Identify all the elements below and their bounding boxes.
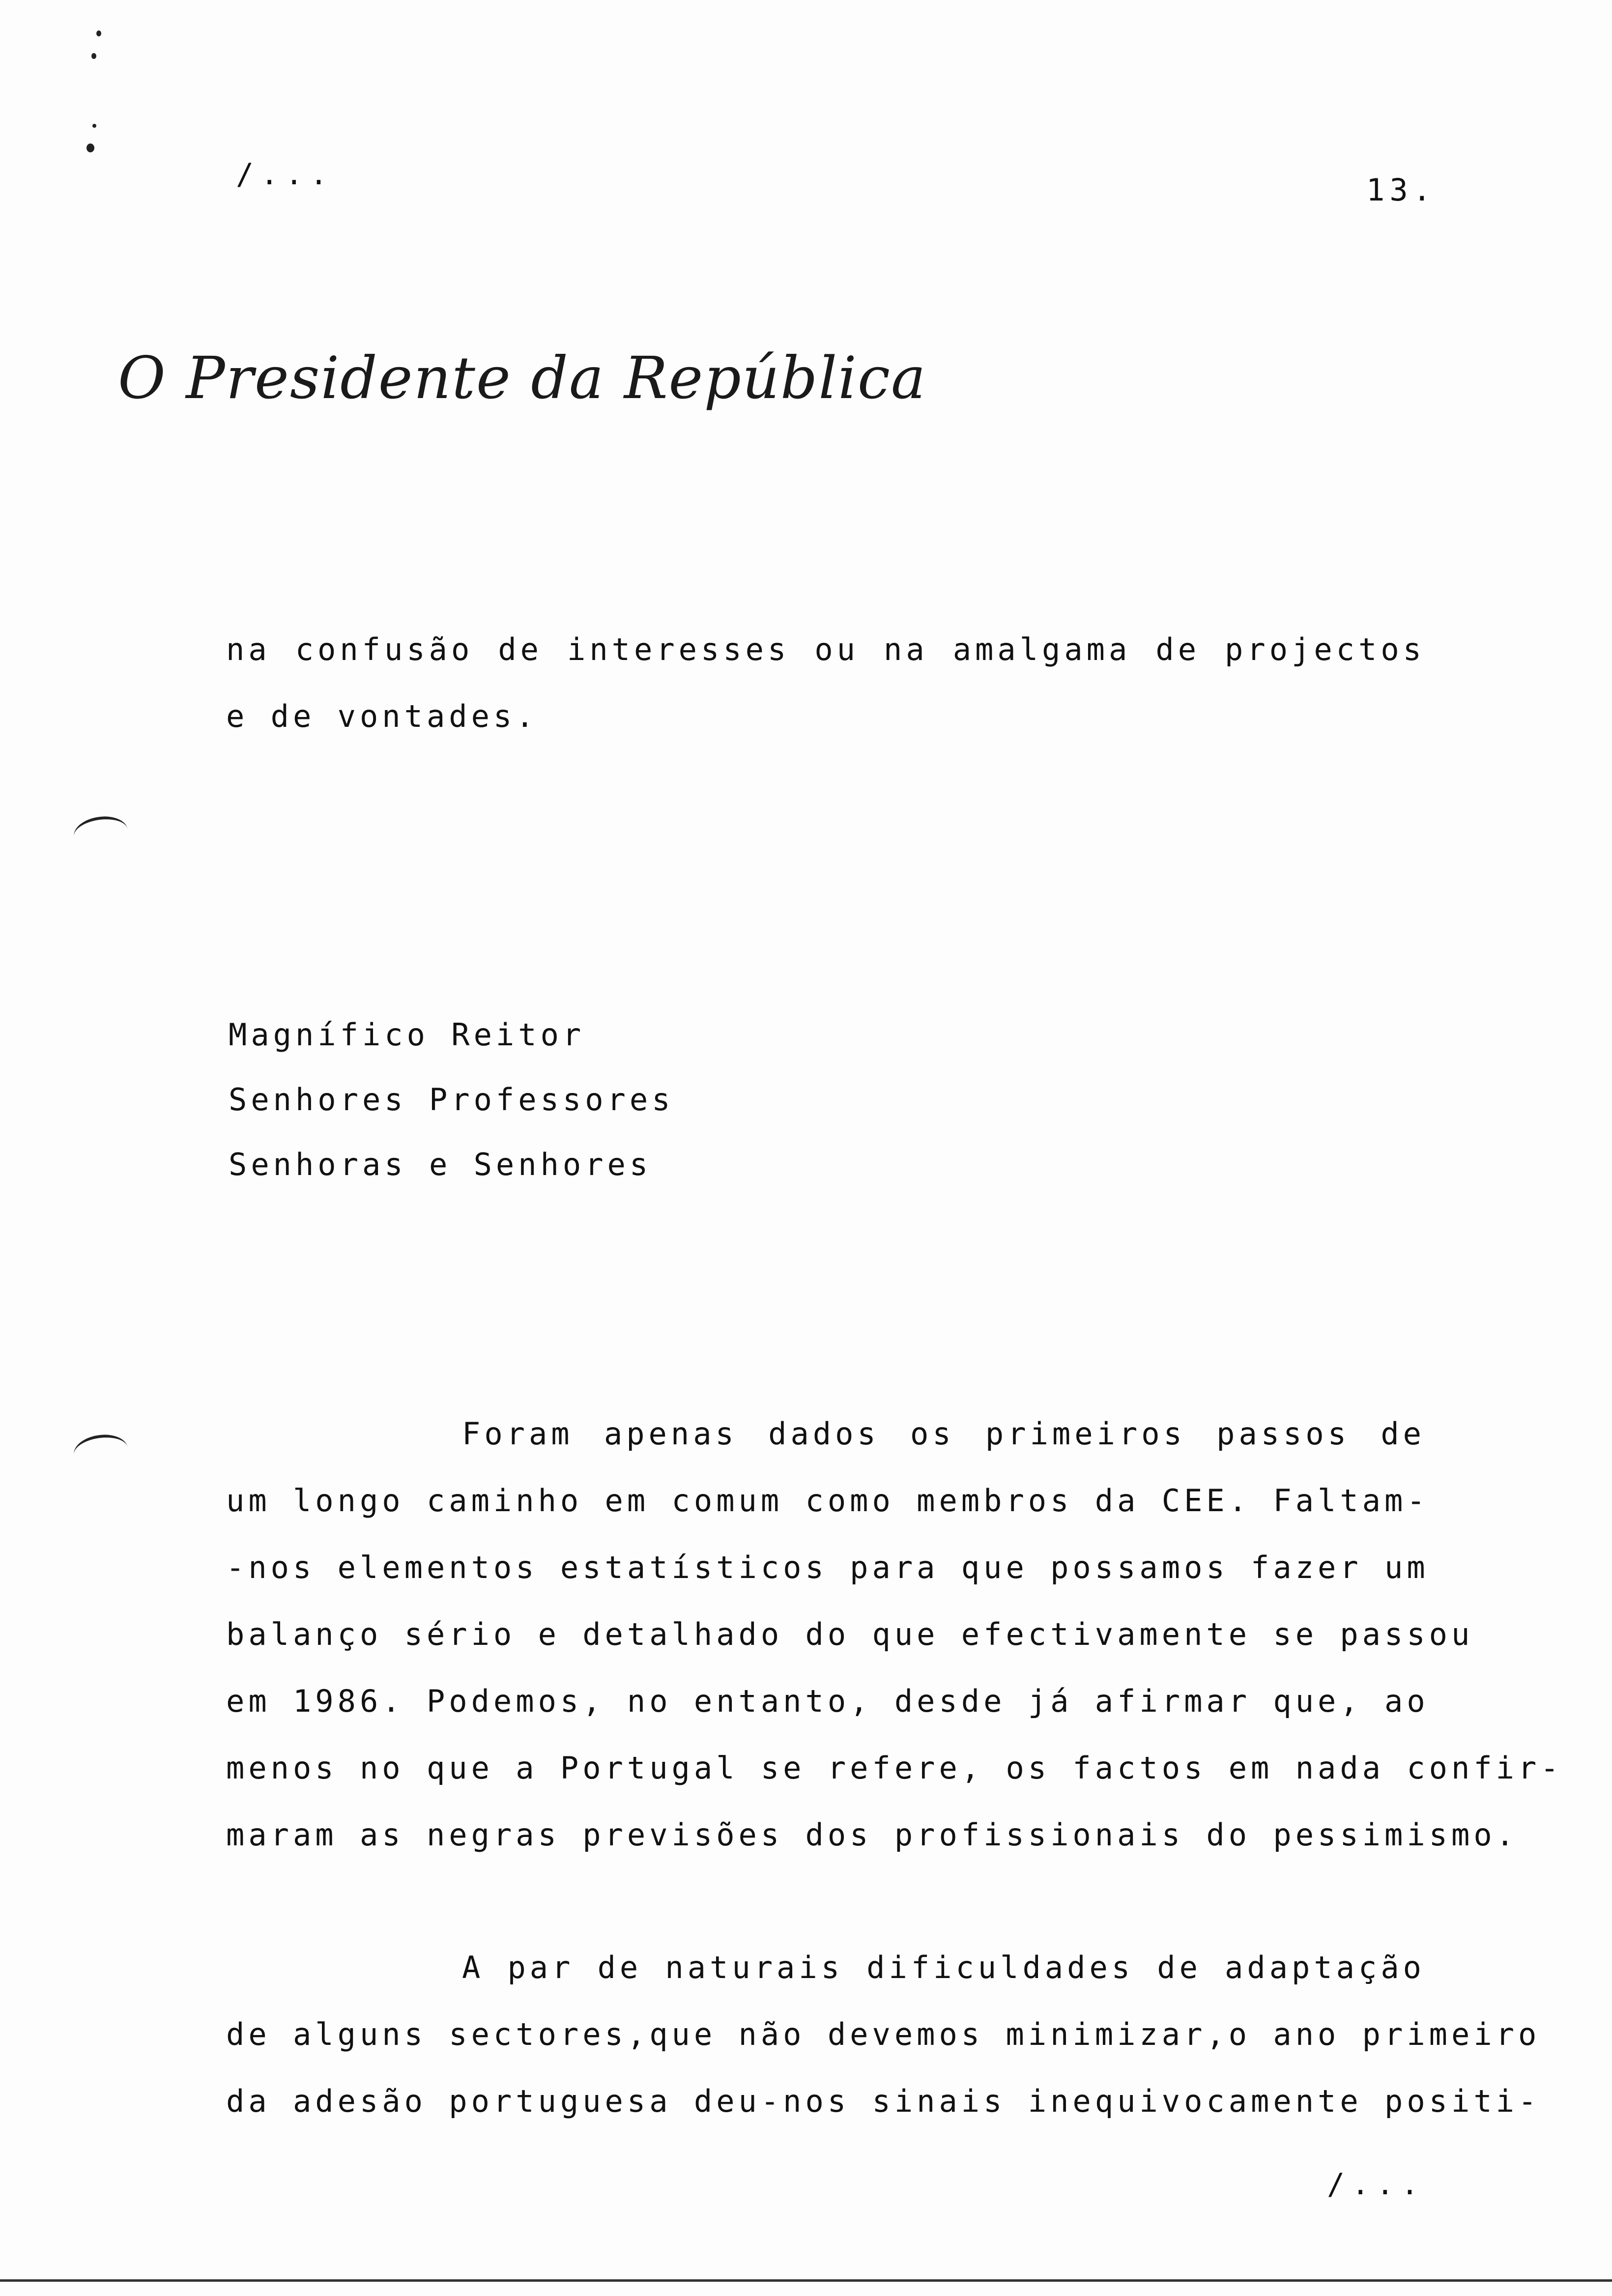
paragraph-1: [226, 1401, 1563, 1868]
text-line: A par de naturais dificuldades de adaptação: [462, 1950, 1425, 1985]
text-line: Foram apenas dados os primeiros passos de: [462, 1416, 1425, 1452]
text-line: -nos elementos estatísticos para que possamos fazer um: [226, 1550, 1429, 1585]
text-line: menos no que a Portugal se refere, os factos em nada confir-: [226, 1750, 1563, 1786]
binder-mark: [72, 1432, 130, 1471]
scan-edge-line: [0, 2279, 1612, 2282]
text-line: de alguns sectores,que não devemos minimizar,o ano primeiro: [226, 2016, 1541, 2052]
scan-mark: [96, 30, 101, 36]
scan-mark: [86, 144, 94, 152]
paragraph-2: [226, 1934, 1541, 2135]
text-line: e de vontades.: [226, 698, 538, 734]
text-line: um longo caminho em comum como membros da CEE. Faltam-: [226, 1483, 1429, 1519]
scan-mark: [92, 124, 96, 128]
text-line: em 1986. Podemos, no entanto, desde já afirmar que, ao: [226, 1683, 1429, 1719]
salutation-line: Magnífico Reitor: [229, 1017, 585, 1053]
letterhead-title: O Presidente da República: [118, 344, 927, 412]
scan-mark: [91, 53, 96, 59]
salutation-line: Senhores Professores: [229, 1082, 674, 1118]
text-line: na confusão de interesses ou na amalgama de projectos: [226, 631, 1425, 667]
binder-mark: [72, 813, 130, 853]
salutation: [229, 1003, 674, 1197]
header-continuation-marker: /...: [236, 157, 335, 192]
text-line: da adesão portuguesa deu-nos sinais inequivocamente positi-: [226, 2083, 1541, 2119]
salutation-line: Senhoras e Senhores: [229, 1147, 652, 1182]
text-line: balanço sério e detalhado do que efectivamente se passou: [226, 1616, 1474, 1652]
text-line: maram as negras previsões dos profissionais do pessimismo.: [226, 1817, 1518, 1853]
page-number: 13.: [1366, 172, 1436, 208]
opening-paragraph: [226, 616, 1425, 750]
footer-continuation-marker: /...: [1327, 2167, 1426, 2202]
